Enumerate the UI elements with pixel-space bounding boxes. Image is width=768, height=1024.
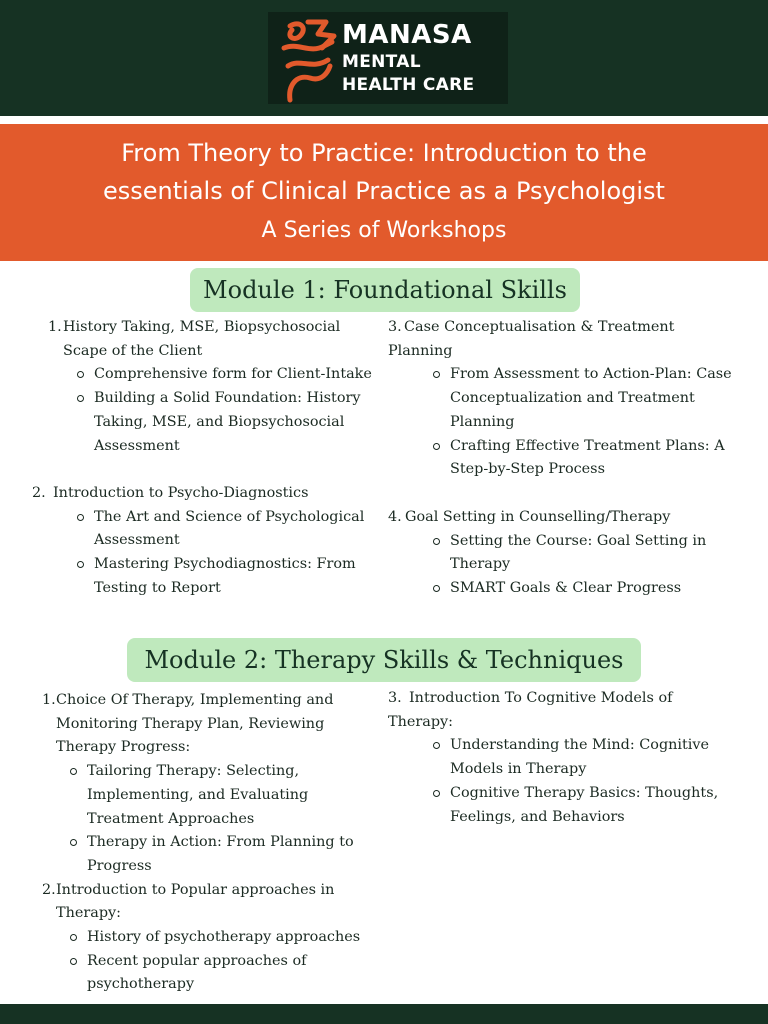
sub-item-line: The Art and Science of Psychological	[94, 508, 365, 525]
bullet-circle-icon	[433, 585, 440, 592]
item-number: 2.	[42, 881, 56, 898]
item-number: 4.	[388, 509, 402, 525]
bullet-circle-icon	[70, 934, 77, 941]
item-number: 1.	[48, 319, 62, 335]
bullet-circle-icon	[77, 561, 84, 568]
module-1-left-column	[48, 316, 388, 458]
bullet-circle-icon	[70, 958, 77, 965]
sub-item-line: Mastering Psychodiagnostics: From	[94, 556, 356, 573]
sub-item-line: Assessment	[94, 437, 180, 454]
module-2-item-2	[42, 879, 388, 998]
sub-item	[70, 926, 388, 950]
sub-item-line: Tailoring Therapy: Selecting,	[87, 763, 300, 780]
item-title-line: Introduction to Psycho-Diagnostics	[53, 485, 309, 501]
module-1-heading: Module 1: Foundational Skills	[190, 268, 580, 312]
sub-item	[77, 553, 388, 600]
module-1-item-3	[388, 316, 748, 482]
title-band	[0, 124, 768, 261]
sub-item-line: Testing to Report	[94, 579, 221, 596]
sub-item	[70, 950, 388, 997]
item-title-line: Introduction to Popular approaches in	[56, 881, 335, 898]
brand-logo	[268, 12, 508, 104]
sub-item	[433, 734, 748, 781]
item-title	[42, 689, 388, 760]
item-title-line: Scape of the Client	[63, 342, 203, 359]
module-2-item-3	[388, 687, 748, 829]
footer-band	[0, 1004, 768, 1024]
sub-item	[433, 530, 748, 577]
header-band	[0, 0, 768, 116]
item-title	[388, 687, 748, 711]
sub-item	[77, 387, 388, 458]
sub-item-line: Building a Solid Foundation: History	[94, 390, 361, 407]
sub-item-line: Progress	[87, 857, 152, 874]
item-title-line: History Taking, MSE, Biopsychosocial	[63, 319, 341, 335]
sub-item-line: Crafting Effective Treatment Plans: A	[450, 437, 725, 454]
item-title-line: Therapy:	[56, 905, 122, 922]
item-title	[388, 316, 748, 340]
sub-item	[70, 760, 388, 831]
sub-item-line: Therapy in Action: From Planning to	[87, 834, 354, 851]
sub-item	[77, 363, 388, 387]
module-1-right-column-2	[388, 506, 748, 601]
bullet-circle-icon	[433, 742, 440, 749]
sub-item-line: Feelings, and Behaviors	[450, 808, 625, 825]
bullet-circle-icon	[433, 443, 440, 450]
item-title-line: Therapy Progress:	[56, 739, 191, 756]
brand-line-mental: MENTAL	[342, 52, 421, 72]
item-title-line: Introduction To Cognitive Models of	[409, 690, 673, 706]
sub-item-line: Step-by-Step Process	[450, 461, 605, 478]
sub-item-line: psychotherapy	[87, 976, 195, 993]
sub-item-line: Recent popular approaches of	[87, 952, 307, 969]
sub-item	[433, 363, 748, 434]
module-2-heading: Module 2: Therapy Skills & Techniques	[127, 638, 641, 682]
item-number: 3.	[388, 690, 402, 706]
sub-item-line: Planning	[450, 413, 515, 430]
sub-item-line: SMART Goals & Clear Progress	[450, 580, 682, 597]
module-1-item-1	[48, 316, 388, 458]
item-title-line: Planning	[388, 342, 453, 359]
item-number: 1.	[42, 692, 56, 708]
bullet-circle-icon	[70, 768, 77, 775]
bullet-circle-icon	[433, 371, 440, 378]
module-1-item-4	[388, 506, 748, 601]
sub-item-line: Setting the Course: Goal Setting in	[450, 532, 707, 549]
item-number: 2.	[32, 485, 46, 501]
sub-item-line: Therapy	[450, 556, 511, 573]
sub-item-line: Assessment	[94, 532, 180, 549]
brand-name: MANASA	[342, 20, 472, 50]
sub-item	[77, 506, 388, 553]
module-1-left-column-2	[32, 482, 388, 601]
item-title-line: Goal Setting in Counselling/Therapy	[405, 509, 671, 525]
bullet-circle-icon	[77, 395, 84, 402]
item-title-line: Therapy:	[388, 713, 454, 730]
sub-item-line: From Assessment to Action-Plan: Case	[450, 366, 732, 383]
bullet-circle-icon	[77, 514, 84, 521]
sub-item-line: Implementing, and Evaluating	[87, 786, 309, 803]
item-title-line: Case Conceptualisation & Treatment	[404, 319, 675, 335]
item-title	[388, 506, 748, 530]
bullet-circle-icon	[70, 839, 77, 846]
sub-item-line: Treatment Approaches	[87, 810, 255, 827]
title-line-2: essentials of Clinical Practice as a Psychologist	[103, 177, 665, 205]
sub-item-line: Conceptualization and Treatment	[450, 390, 695, 407]
sub-item	[433, 435, 748, 482]
module-2-left-column	[42, 689, 388, 997]
brand-wordmark	[342, 22, 474, 94]
module-1-right-column	[388, 316, 748, 482]
module-1-item-2	[32, 482, 388, 601]
sub-item-line: Models in Therapy	[450, 761, 587, 778]
manasa-logo-icon	[278, 14, 340, 104]
sub-item-line: Comprehensive form for Client-Intake	[94, 366, 372, 383]
bullet-circle-icon	[77, 371, 84, 378]
title-line-1: From Theory to Practice: Introduction to the	[121, 139, 647, 167]
module-2-item-1	[42, 689, 388, 879]
item-title-line: Choice Of Therapy, Implementing and	[56, 692, 334, 708]
sub-item-line: Taking, MSE, and Biopsychosocial	[94, 413, 345, 430]
bullet-circle-icon	[433, 790, 440, 797]
sub-item	[433, 577, 748, 601]
item-title	[48, 316, 388, 363]
item-number: 3.	[388, 319, 402, 335]
sub-item	[70, 831, 388, 878]
workshop-subtitle: A Series of Workshops	[261, 218, 507, 243]
item-title	[32, 482, 388, 506]
item-title	[42, 879, 388, 926]
module-2-right-column	[388, 687, 748, 829]
brand-line-health-care: HEALTH CARE	[342, 75, 475, 95]
bullet-circle-icon	[433, 538, 440, 545]
sub-item-line: Cognitive Therapy Basics: Thoughts,	[450, 784, 719, 801]
workshop-title	[0, 124, 768, 210]
sub-item	[433, 782, 748, 829]
item-title-line: Monitoring Therapy Plan, Reviewing	[56, 715, 325, 732]
sub-item-line: Understanding the Mind: Cognitive	[450, 737, 710, 754]
sub-item-line: History of psychotherapy approaches	[87, 929, 361, 946]
